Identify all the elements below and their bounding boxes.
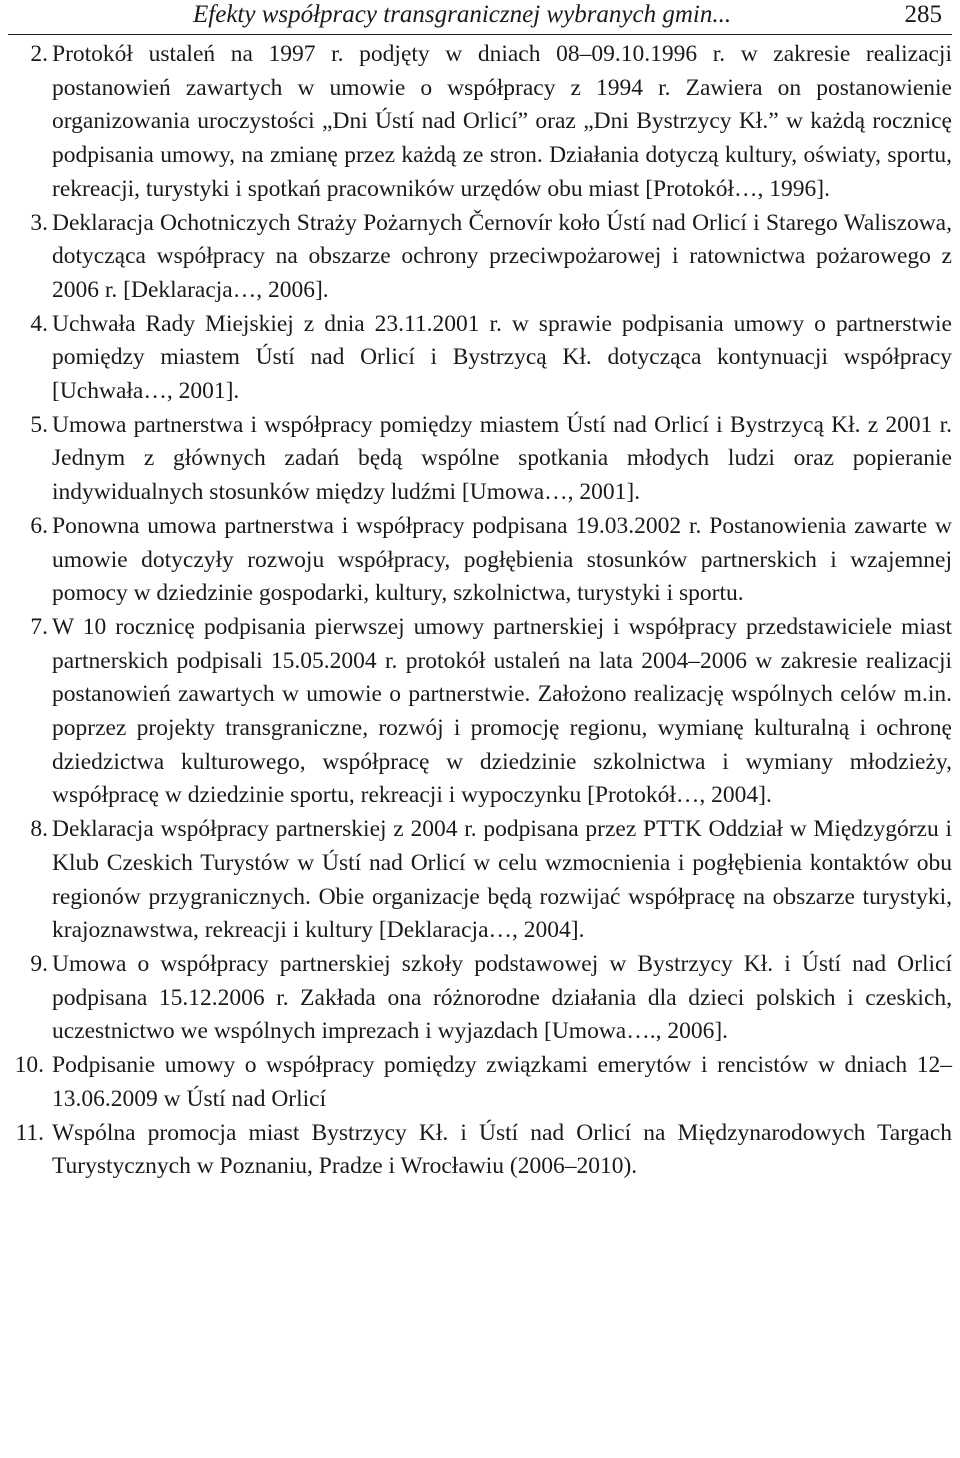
list-item-number: 8. bbox=[30, 816, 48, 843]
list-item bbox=[8, 308, 952, 409]
list-item-number: 10. bbox=[14, 1052, 44, 1079]
list-item-text: Podpisanie umowy o współpracy pomiędzy związkami emerytów i rencistów w dniach 12–13.06.2009 w Ústí nad Orlicí bbox=[52, 1052, 952, 1112]
list-item-text: W 10 rocznicę podpisania pierwszej umowy partnerskiej i współpracy przedstawiciele miast partnerskich podpisali 15.05.2004 r. protokół ustaleń na lata 2004–2006 w zakresie realizacji postanowień zawartych w umowie o partnerstwie. Założono realizację wspólnych celów m.in. poprzez projekty transgraniczne, rozwój i promocję regionu, wymianę kulturalną i ochronę dziedzictwa kulturowego, współpracę w dziedzinie szkolnictwa i wymiany młodzieży, współpracę w dziedzinie sportu, rekreacji i wypoczynku [Protokół…, 2004]. bbox=[52, 613, 952, 809]
list-item-number: 9. bbox=[30, 950, 48, 977]
list-item-number: 7. bbox=[30, 613, 48, 640]
list-item bbox=[8, 611, 952, 813]
list-item-text: Uchwała Rady Miejskiej z dnia 23.11.2001 r. w sprawie podpisania umowy o partnerstwie pomiędzy miastem Ústí nad Orlicí i Bystrzycą Kł. dotycząca kontynuacji współpracy [Uchwała…, 2001]. bbox=[52, 310, 952, 405]
list-item bbox=[8, 948, 952, 1049]
list-item-number: 11. bbox=[15, 1119, 44, 1146]
list-item-number: 2. bbox=[30, 41, 48, 67]
agreements-list bbox=[8, 38, 952, 1184]
page-number: 285 bbox=[904, 1, 942, 28]
running-title: Efekty współpracy transgranicznej wybranych gmin... bbox=[193, 1, 732, 28]
list-item-text: Deklaracja Ochotniczych Straży Pożarnych Černovír koło Ústí nad Orlicí i Starego Waliszowa, dotycząca współpracy na obszarze ochrony przeciwpożarowej i ratownictwa pożarowego z 2006 r. [Deklaracja…, 2006]. bbox=[52, 209, 952, 303]
list-item-number: 6. bbox=[30, 512, 48, 539]
list-item-text: Ponowna umowa partnerstwa i współpracy podpisana 19.03.2002 r. Postanowienia zawarte w umowie dotyczyły rozwoju współpracy, pogłębienia stosunków partnerskich i wzajemnej pomocy w dziedzinie gospodarki, kultury, szkolnictwa, turystyki i sportu. bbox=[52, 512, 952, 607]
list-item-text: Umowa o współpracy partnerskiej szkoły podstawowej w Bystrzycy Kł. i Ústí nad Orlicí podpisana 15.12.2006 r. Zakłada ona różnorodne działania dla dzieci polskich i czeskich, uczestnictwo we wspólnych imprezach i wyjazdach [Umowa…., 2006]. bbox=[52, 950, 952, 1045]
list-item-text: Wspólna promocja miast Bystrzycy Kł. i Ústí nad Orlicí na Międzynarodowych Targach Turystycznych w Poznaniu, Pradze i Wrocławiu (2006–2010). bbox=[52, 1119, 952, 1180]
list-item-text: Umowa partnerstwa i współpracy pomiędzy miastem Ústí nad Orlicí i Bystrzycą Kł. z 2001 r. Jednym z głównych zadań będą wspólne spotkania młodych ludzi oraz popieranie indywidualnych stosunków między ludźmi [Umowa…, 2001]. bbox=[52, 411, 952, 506]
list-item bbox=[8, 207, 952, 308]
list-item bbox=[8, 38, 952, 207]
list-item-text: Deklaracja współpracy partnerskiej z 2004 r. podpisana przez PTTK Oddział w Międzygórzu i Klub Czeskich Turystów w Ústí nad Orlicí w celu wzmocnienia i pogłębienia kontaktów obu regionów przygranicznych. Obie organizacje będą rozwijać współpracę na obszarze turystyki, krajoznawstwa, rekreacji i kultury [Deklaracja…, 2004]. bbox=[52, 816, 952, 944]
list-item-number: 3. bbox=[30, 209, 48, 236]
running-header bbox=[8, 0, 952, 35]
list-item bbox=[8, 510, 952, 611]
list-item bbox=[8, 813, 952, 948]
list-item-text: Protokół ustaleń na 1997 r. podjęty w dniach 08–09.10.1996 r. w zakresie realizacji postanowień zawartych w umowie o współpracy z 1994 r. Zawiera on postanowienie organizowania uroczystości „Dni Ústí nad Orlicí” oraz „Dni Bystrzycy Kł.” w każdą rocznicę podpisania umowy, na zmianę przez każdą ze stron. Działania dotyczą kultury, oświaty, sportu, rekreacji, turystyki i spotkań pracowników urzędów obu miast [Protokół…, 1996]. bbox=[52, 41, 952, 202]
list-item bbox=[8, 1049, 952, 1116]
list-item-number: 5. bbox=[30, 411, 48, 438]
list-item-number: 4. bbox=[30, 310, 48, 337]
list-item bbox=[8, 1117, 952, 1184]
list-item bbox=[8, 409, 952, 510]
